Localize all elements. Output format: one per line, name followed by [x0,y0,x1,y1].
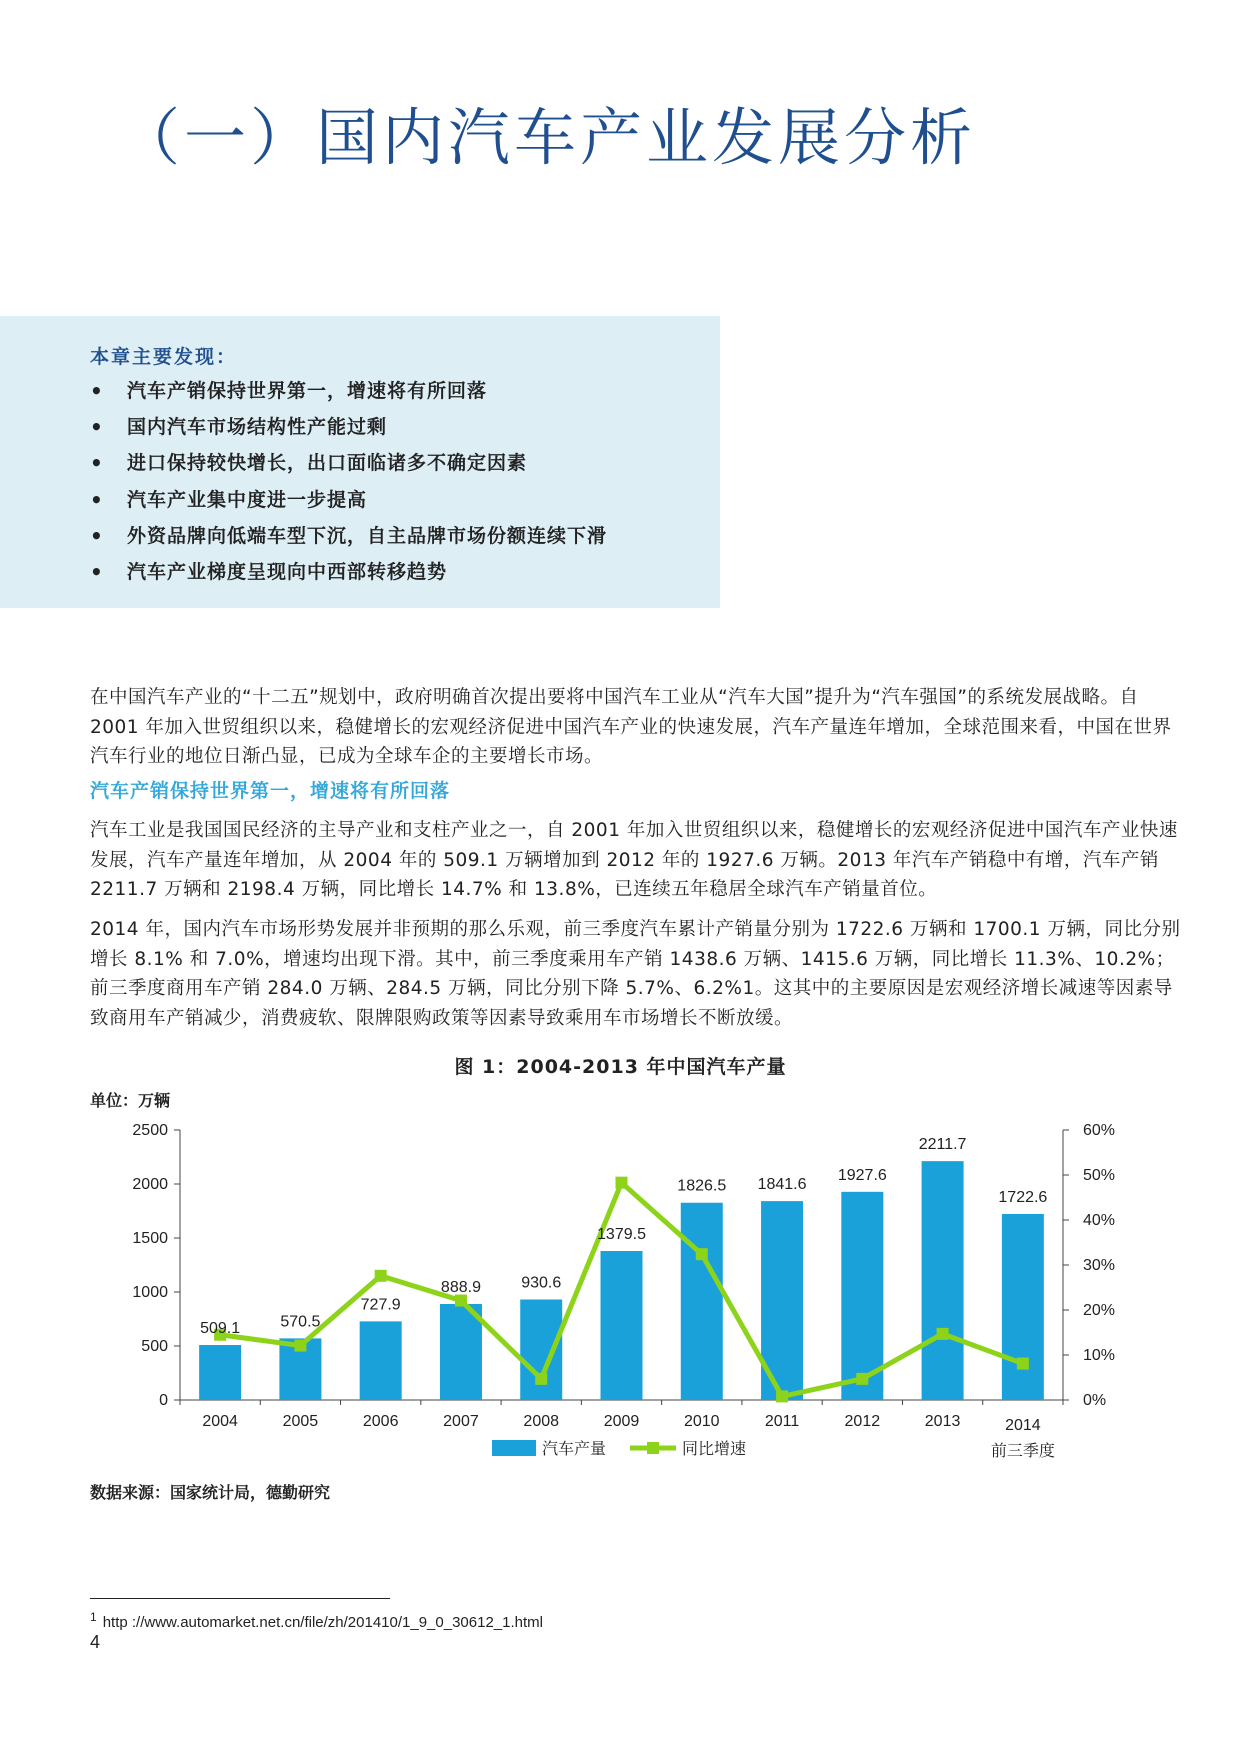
legend-line-marker [647,1442,659,1454]
bar-data-label: 930.6 [521,1274,562,1292]
x-tick-sublabel: 前三季度 [990,1443,1055,1460]
bar-data-label: 2211.7 [918,1136,967,1154]
growth-point [856,1373,868,1385]
bar [681,1203,723,1400]
left-tick-label: 1500 [132,1230,168,1247]
growth-point [616,1177,628,1189]
growth-point [294,1340,306,1352]
growth-point [696,1248,708,1260]
x-tick-label: 2011 [764,1413,800,1430]
growth-point [1017,1358,1029,1370]
growth-point [375,1270,387,1282]
key-findings-box [0,316,720,608]
bar [440,1304,482,1400]
growth-point [937,1328,949,1340]
x-tick-label: 2008 [523,1413,560,1430]
x-tick-label: 2010 [683,1413,720,1430]
bar [520,1299,562,1400]
growth-point [535,1373,547,1385]
page-number: 4 [90,1632,101,1652]
left-tick-label: 2000 [132,1176,168,1193]
bar-data-label: 1722.6 [998,1188,1048,1206]
bar [360,1321,402,1400]
legend-bar-swatch [492,1440,536,1456]
left-tick-label: 2500 [132,1122,168,1139]
bar-data-label: 509.1 [200,1320,241,1338]
x-tick-label: 2006 [362,1413,399,1430]
x-tick-label: 2005 [282,1413,319,1430]
bar-data-label: 1841.6 [757,1176,807,1194]
right-tick-label: 40% [1083,1212,1116,1229]
bar-data-label: 727.9 [360,1296,401,1314]
bar [601,1251,643,1400]
left-tick-label: 0 [159,1392,168,1409]
section-heading: 汽车产销保持世界第一，增速将有所回落 [90,780,451,802]
bar [199,1345,241,1400]
finding-item: • 进口保持较快增长，出口面临诸多不确定因素 [90,450,607,486]
right-tick-label: 60% [1083,1122,1116,1139]
right-tick-label: 30% [1083,1257,1116,1274]
bar [922,1161,964,1400]
bar-data-label: 1379.5 [597,1226,646,1244]
bar-data-label: 1927.6 [837,1166,887,1184]
x-tick-label: 2004 [202,1413,238,1430]
data-source: 数据来源：国家统计局，德勤研究 [90,1483,331,1502]
right-tick-label: 50% [1083,1167,1116,1184]
bar-data-label: 888.9 [440,1278,481,1296]
left-tick-label: 500 [141,1338,168,1355]
body-paragraph: 汽车工业是我国国民经济的主导产业和支柱产业之一，自 2001 年加入世贸组织以来，稳健增长的宏观经济促进中国汽车产业快速发展，汽车产量连年增加，从 2004 年的 509.1 万辆增加到 2012 年的 1927.6 万辆。2013 年汽车产销稳中有增，汽车产销 2211.7 万辆和 2198.4 万辆，同比增长 14.7% 和 13.8%，已连续五年稳居全球汽车产销量首位。 [90,820,1178,900]
bar-data-label: 1826.5 [677,1177,727,1195]
x-tick-label: 2007 [443,1413,479,1430]
finding-item: • 汽车产业梯度呈现向中西部转移趋势 [90,559,607,595]
findings-heading: 本章主要发现： [90,346,238,368]
footnote [90,1610,543,1631]
finding-item: • 国内汽车市场结构性产能过剩 [90,414,607,450]
legend-bar-label: 汽车产量 [542,1441,607,1458]
footnote-text: http ://www.automarket.net.cn/file/zh/201410/1_9_0_30612_1.html [102,1614,543,1631]
intro-paragraph: 在中国汽车产业的“十二五”规划中，政府明确首次提出要将中国汽车工业从“汽车大国”提升为“汽车强国”的系统发展战略。自 2001 年加入世贸组织以来，稳健增长的宏观经济促进中国汽车产业的快速发展，汽车产量连年增加，全球范围来看，中国在世界汽车行业的地位日渐凸显，已成为全球车企的主要增长市场。 [90,687,1172,767]
growth-point [776,1390,788,1402]
x-tick-label: 2014 [1005,1417,1041,1434]
x-tick-label: 2009 [603,1413,640,1430]
right-tick-label: 10% [1083,1347,1116,1364]
growth-point [455,1295,467,1307]
chart-title: 图 1：2004-2013 年中国汽车产量 [454,1056,787,1078]
finding-item: • 汽车产业集中度进一步提高 [90,487,607,523]
page-title: （一）国内汽车产业发展分析 [118,101,977,174]
legend-line-label: 同比增速 [682,1441,747,1458]
right-tick-label: 20% [1083,1302,1116,1319]
right-tick-label: 0% [1083,1392,1107,1409]
bar-data-label: 570.5 [280,1313,321,1331]
production-chart [0,1100,1241,1470]
footnote-mark: 1 [90,1610,97,1624]
footnote-divider [90,1598,390,1599]
unit-label: 单位：万辆 [90,1091,171,1110]
bar [1002,1214,1044,1400]
x-tick-label: 2013 [924,1413,961,1430]
left-tick-label: 1000 [132,1284,168,1301]
x-tick-label: 2012 [844,1413,881,1430]
body-paragraph: 2014 年，国内汽车市场形势发展并非预期的那么乐观，前三季度汽车累计产销量分别为 1722.6 万辆和 1700.1 万辆，同比分别增长 8.1% 和 7.0%，增速均出现下滑。其中，前三季度乘用车产销 1438.6 万辆、1415.6 万辆，同比增长 11.3%、10.2%；前三季度商用车产销 284.0 万辆、284.5 万辆，同比分别下降 5.7%、6.2%1。这其中的主要原因是宏观经济增长减速等因素导致商用车产销减少，消费疲软、限牌限购政策等因素导致乘用车市场增长不断放缓。 [90,919,1181,1029]
findings-list [90,378,607,595]
finding-item: • 外资品牌向低端车型下沉，自主品牌市场份额连续下滑 [90,523,607,559]
finding-item: • 汽车产销保持世界第一，增速将有所回落 [90,378,607,414]
